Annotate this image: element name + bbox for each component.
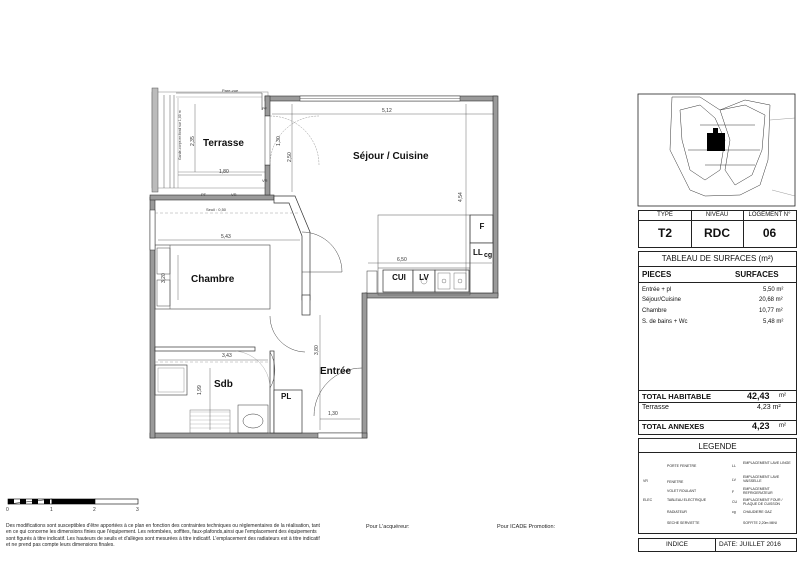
legend-code: ELEC <box>643 498 653 502</box>
disclaimer-text: Des modifications sont susceptibles d'être apportées à ce plan en fonction des contraintes techniques ou réglementaires de la réalisation, tant en ce qui concerne les dimensions finies que l'équipement. Les retombées, soffites, faux-plafonds,ainsi que l'emplacement des équipements sont figurés à titre indicatif. Les hauteurs de seuils et d'allèges sont mesurées à titre indicatif. L'emplacement des radiateurs est à titre indicatif et ne prend pas compte leurs dimensions finales. <box>6 523 320 548</box>
legend-item: EMPLACEMENT LAVE VAISSELLE <box>743 475 780 483</box>
dim-sdb-depth: 1,99 <box>197 385 203 395</box>
type-label: TYPE <box>657 212 673 218</box>
terrasse-row-value: 4,23 m² <box>757 404 781 411</box>
total-habitable-label: TOTAL HABITABLE <box>642 392 712 401</box>
legend-code: F <box>732 490 735 494</box>
scale-label-2: 2 <box>93 507 96 513</box>
fixture-cuisson: CUI <box>392 273 406 282</box>
legend-item: SOFFITE 2,20m MINI <box>743 521 777 525</box>
room-label-terrasse: Terrasse <box>203 138 244 149</box>
legend-code: VR <box>643 479 648 483</box>
date-label: DATE: JUILLET 2016 <box>719 541 781 548</box>
legend-code: LV <box>732 478 737 482</box>
signature-acquereur: Pour L'acquéreur: <box>366 524 410 530</box>
type-value: T2 <box>657 226 672 240</box>
legend-item: EMPLACEMENT REFRIGERATEUR <box>743 487 773 495</box>
total-habitable-value: 42,43 <box>747 391 770 401</box>
legend-code: cg <box>732 510 736 514</box>
total-habitable-unit: m² <box>779 393 786 399</box>
surface-row-value: 5,48 m² <box>763 319 784 325</box>
scale-label-3: 3 <box>136 507 139 513</box>
legend-item: FENETRE <box>667 480 684 484</box>
dim-sejour-depth: 4,54 <box>458 192 464 202</box>
room-label-sejour: Séjour / Cuisine <box>353 151 429 162</box>
legend-box <box>638 438 797 534</box>
legend-item: TABLEAU ELECTRIQUE <box>667 498 707 502</box>
surface-row-name: Séjour/Cuisine <box>642 297 682 303</box>
legend-item: VOLET ROULANT <box>667 489 697 493</box>
dim-terrasse-width: 1,80 <box>219 169 229 175</box>
surfaces-title: TABLEAU DE SURFACES (m²) <box>661 254 774 263</box>
terrasse-row-name: Terrasse <box>642 404 669 411</box>
label-porte-fenetre: PF <box>201 192 207 197</box>
fixture-placard: PL <box>281 392 292 401</box>
label-seuil: Seuil : 0,50 <box>206 207 227 212</box>
surface-row-value: 5,50 m² <box>763 287 784 293</box>
surfaces-header: SURFACES <box>735 270 779 279</box>
pieces-header: PIECES <box>642 270 672 279</box>
logement-value: 06 <box>762 226 777 240</box>
scale-label-0: 0 <box>6 507 9 513</box>
surfaces-table <box>638 251 797 435</box>
dim-entree-door: 1,30 <box>328 411 338 417</box>
legend-item: EMPLACEMENT FOUR / PLAQUE DE CUISSON <box>743 498 783 506</box>
legend-code: LL <box>732 464 736 468</box>
room-label-entree: Entrée <box>320 366 352 377</box>
legend-item: RADIATEUR <box>667 510 687 514</box>
room-label-sdb: Sdb <box>214 379 233 390</box>
dim-entree-depth: 3,80 <box>314 345 320 355</box>
signature-promotion: Pour ICADE Promotion: <box>497 524 556 530</box>
surface-row-name: Entrée + pl <box>642 287 672 293</box>
niveau-value: RDC <box>704 226 730 240</box>
fixture-refrigerateur: F <box>479 222 485 231</box>
fixture-lave-vaisselle: LV <box>419 273 429 282</box>
label-porte-fenetre-top: PF <box>262 106 268 111</box>
dim-sejour-partial: 2,50 <box>287 152 293 162</box>
dim-kitchen-width: 6,50 <box>397 257 407 263</box>
indice-label: INDICE <box>665 541 689 548</box>
total-annexes-unit: m² <box>779 423 786 429</box>
niveau-label: NIVEAU <box>705 212 729 218</box>
scale-label-1: 1 <box>50 507 53 513</box>
label-garde-corps: Garde-corps en fond sur 1,00 m <box>178 110 182 160</box>
legend-title: LEGENDE <box>698 442 737 451</box>
legend-item: SECHE SERVIETTE <box>667 521 700 525</box>
surface-row-name: S. de bains + Wc <box>642 319 688 325</box>
legend-item: PORTE FENETRE <box>667 464 697 468</box>
total-annexes-label: TOTAL ANNEXES <box>642 422 705 431</box>
dim-sejour-width: 5,12 <box>382 108 392 114</box>
info-box <box>638 210 797 248</box>
revision-box <box>638 538 797 552</box>
surface-row-value: 10,77 m² <box>759 308 783 314</box>
dim-chambre-depth: 3,20 <box>161 273 167 283</box>
logement-label: LOGEMENT N° <box>748 212 791 218</box>
label-volet-roulant: VR <box>231 192 237 197</box>
legend-item: EMPLACEMENT LAVE LINGE <box>743 461 791 465</box>
dim-chambre-width: 5,43 <box>221 234 231 240</box>
fixture-chaudiere: cg <box>484 252 493 259</box>
room-label-chambre: Chambre <box>191 274 235 285</box>
total-annexes-value: 4,23 <box>752 421 770 431</box>
fixture-lave-linge: LL <box>473 248 483 257</box>
label-pare-vue: Pare-vue <box>222 88 239 93</box>
surface-row-value: 20,68 m² <box>759 297 783 303</box>
legend-code: CU <box>732 500 738 504</box>
dim-terrasse-depth: 2,35 <box>190 136 196 146</box>
surface-row-name: Chambre <box>642 308 667 314</box>
dim-sdb-width: 3,43 <box>222 353 232 359</box>
dim-door-width: 1,30 <box>276 136 282 146</box>
label-volet-roulant-top: VR <box>262 178 268 183</box>
legend-item: CHAUDIERE GAZ <box>743 510 772 514</box>
